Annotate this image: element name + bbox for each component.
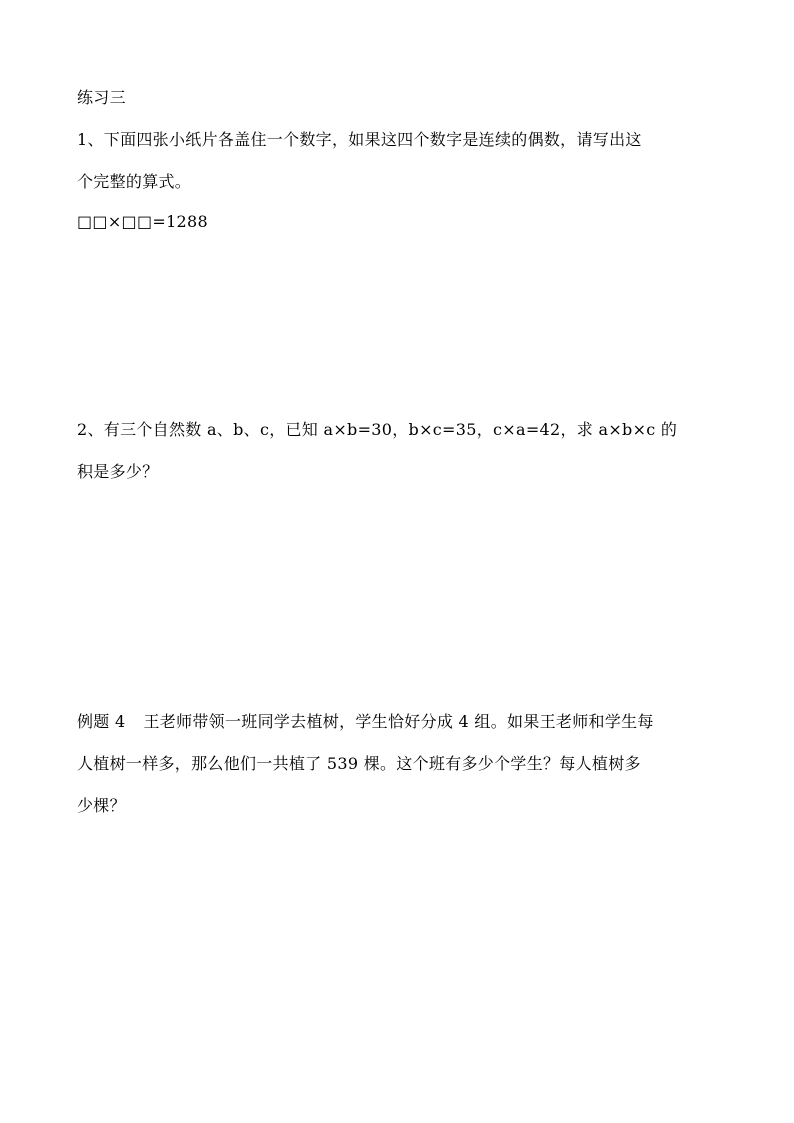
- example-4-text-line-1: 王老师带领一班同学去植树，学生恰好分成 4 组。如果王老师和学生每: [143, 712, 654, 731]
- example-4-label: 例题 4: [77, 712, 126, 731]
- question-1-text-line-2: 个完整的算式。: [77, 172, 192, 191]
- question-1-equation: □□×□□=1288: [77, 212, 208, 231]
- example-4-line-1: [77, 712, 654, 732]
- question-1-text-line-1: 1、下面四张小纸片各盖住一个数字，如果这四个数字是连续的偶数，请写出这: [77, 130, 642, 149]
- section-title: 练习三: [77, 88, 126, 107]
- example-4-text-line-3: 少棵？: [77, 796, 126, 815]
- question-2-text-line-2: 积是多少？: [77, 462, 159, 481]
- example-4-text-line-2: 人植树一样多，那么他们一共植了 539 棵。这个班有多少个学生？每人植树多: [77, 754, 641, 773]
- question-2-text-line-1: 2、有三个自然数 a、b、c，已知 a×b=30，b×c=35，c×a=42，求 a×b×c 的: [77, 420, 678, 439]
